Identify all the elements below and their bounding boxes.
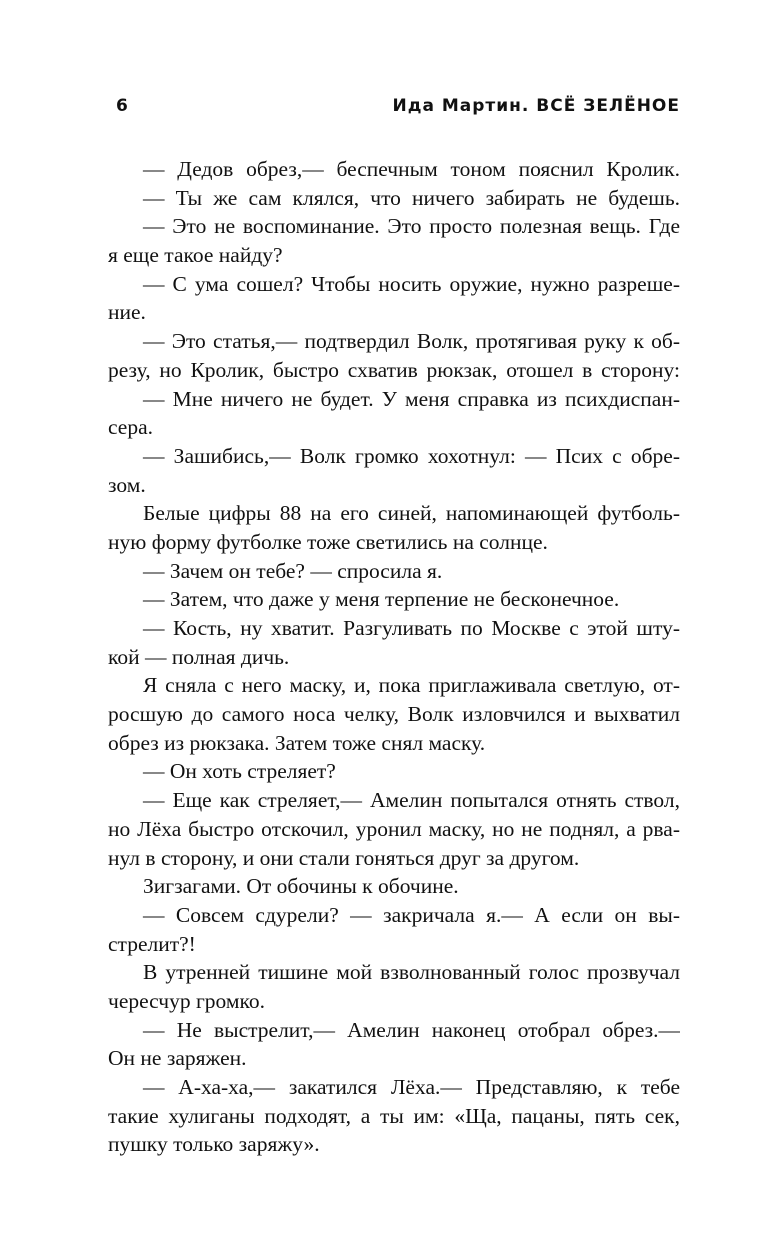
text-line: — Это не воспоминание. Это просто полезная вещь. Где: [143, 214, 680, 239]
text-line: Белые цифры 88 на его синей, напоминающей футболь-: [143, 501, 680, 526]
text-line: обрез из рюкзака. Затем тоже снял маску.: [108, 730, 486, 755]
text-line: зом.: [108, 472, 146, 497]
text-line: — Совсем сдурели? — закричала я.— А если он вы-: [143, 902, 680, 927]
text-line: ние.: [108, 300, 146, 325]
text-line: — С ума сошел? Чтобы носить оружие, нужно разреше-: [143, 271, 680, 296]
text-line: — Ты же сам клялся, что ничего забирать не будешь.: [143, 185, 680, 210]
text-line: такие хулиганы подходят, а ты им: «Ща, пацаны, пять сек,: [108, 1103, 680, 1128]
text-line: — Затем, что даже у меня терпение не бесконечное.: [143, 587, 620, 612]
text-line: — А-ха-ха,— закатился Лёха.— Представляю, к тебе: [143, 1075, 680, 1099]
book-title: Ида Мартин. ВСЁ ЗЕЛЁНОЕ: [392, 96, 680, 116]
text-line: — Не выстрелит,— Амелин наконец отобрал обрез.—: [143, 1017, 680, 1042]
text-line: сера.: [108, 415, 154, 440]
text-line: Зигзагами. От обочины к обочине.: [143, 874, 459, 899]
text-line: росшую до самого носа челку, Волк изловчился и выхватил: [108, 702, 680, 727]
text-line: — Еще как стреляет,— Амелин попытался отнять ствол,: [143, 788, 680, 813]
text-line: чересчур громко.: [108, 988, 265, 1013]
text-line: резу, но Кролик, быстро схватив рюкзак, отошел в сторону:: [108, 357, 680, 382]
text-line: ную форму футболке тоже светились на солнце.: [108, 529, 548, 554]
text-line: пушку только заряжу».: [108, 1132, 320, 1157]
text-line: — Зачем он тебе? — спросила я.: [143, 558, 443, 583]
text-line: — Это статья,— подтвердил Волк, протягивая руку к об-: [143, 329, 680, 354]
text-line: — Зашибись,— Волк громко хохотнул: — Псих с обре-: [143, 443, 680, 468]
text-line: Он не заряжен.: [108, 1046, 247, 1071]
text-line: но Лёха быстро отскочил, уронил маску, но не поднял, а рва-: [108, 816, 680, 841]
text-line: я еще такое найду?: [108, 243, 283, 268]
text-line: нул в сторону, и они стали гоняться друг за другом.: [108, 845, 580, 870]
page-number: 6: [116, 96, 129, 116]
text-line: — Мне ничего не будет. У меня справка из психдиспан-: [143, 386, 680, 411]
text-line: — Кость, ну хватит. Разгуливать по Москве с этой шту-: [143, 616, 680, 640]
text-line: В утренней тишине мой взволнованный голос прозвучал: [143, 960, 680, 985]
text-line: Я сняла с него маску, и, пока приглаживала светлую, от-: [143, 673, 680, 698]
text-line: стрелит?!: [108, 931, 196, 956]
running-head: [116, 96, 680, 124]
text-line: — Дедов обрез,— беспечным тоном пояснил Кролик.: [143, 157, 680, 181]
text-line: кой — полная дичь.: [108, 644, 290, 669]
text-line: — Он хоть стреляет?: [143, 759, 336, 784]
body-text: [108, 155, 680, 1159]
